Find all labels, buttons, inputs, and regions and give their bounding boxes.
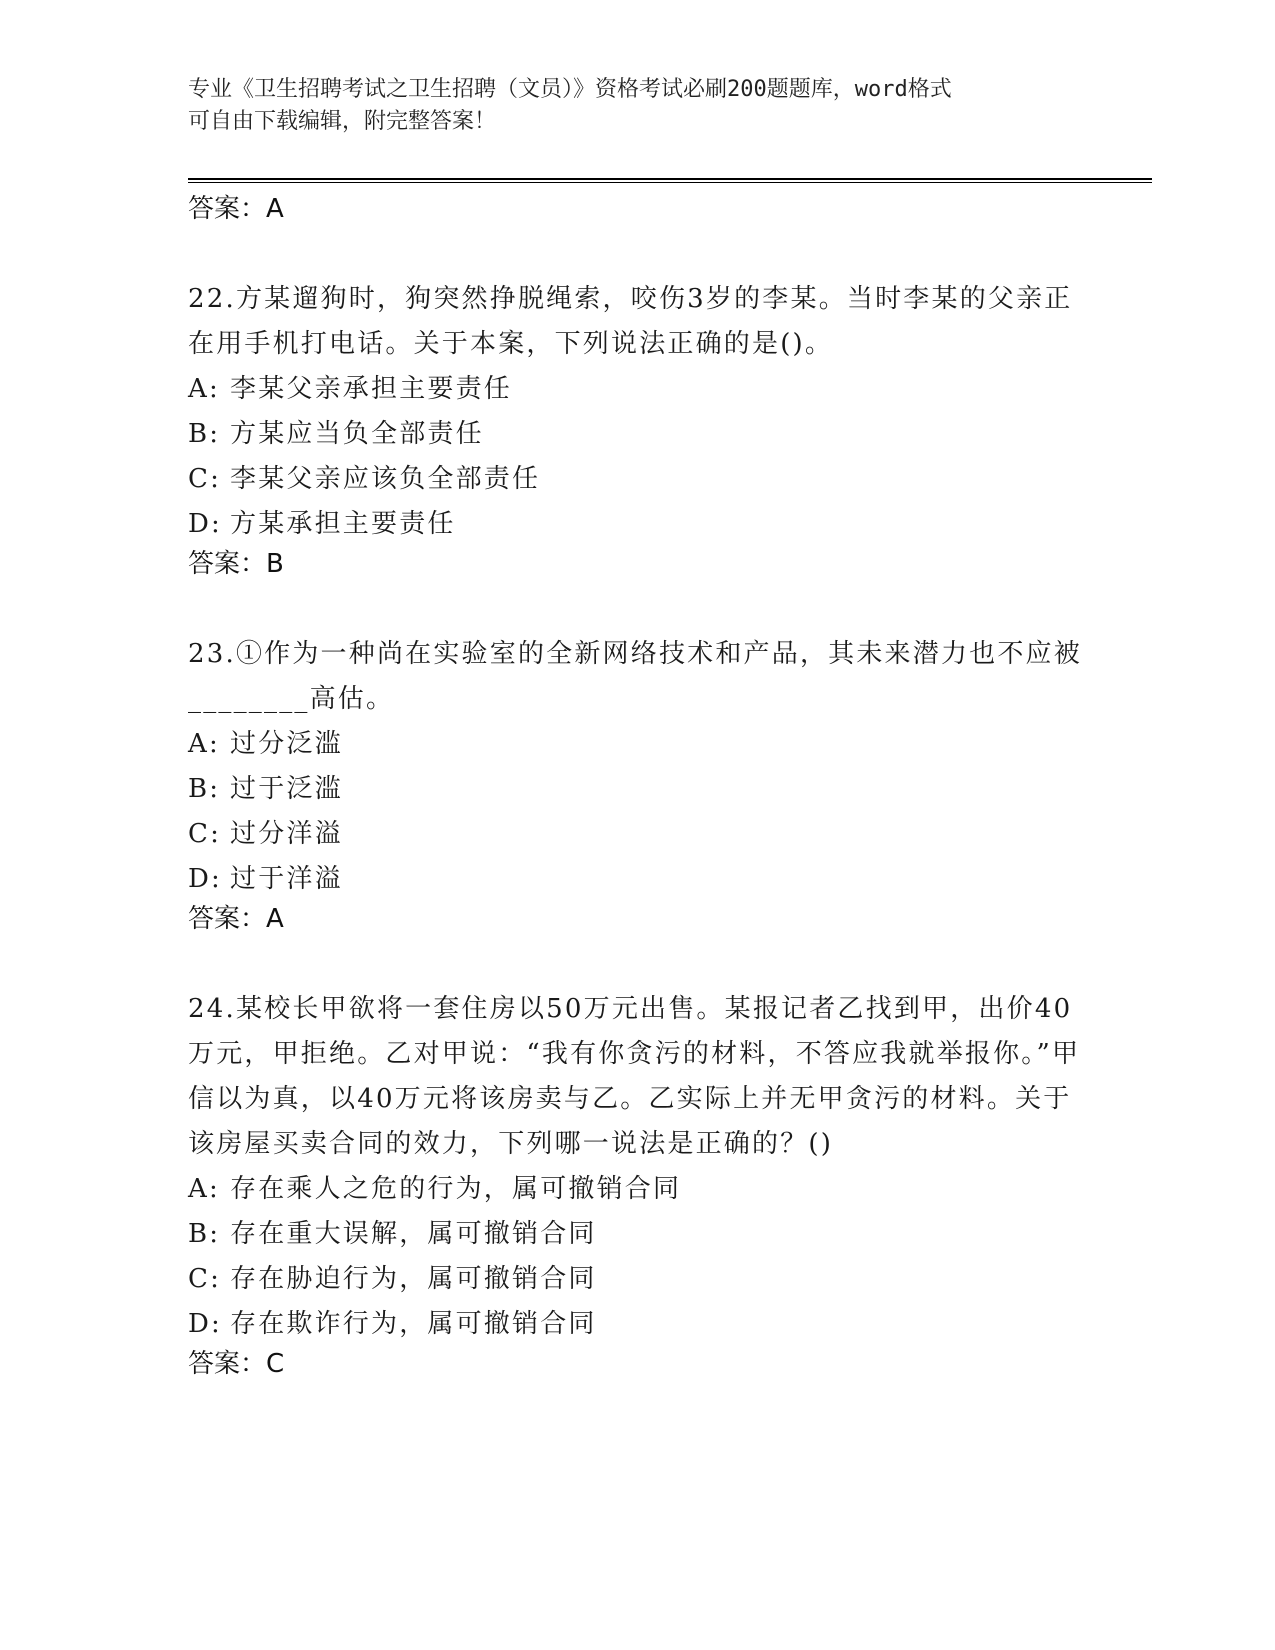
answer-value: A <box>266 194 284 224</box>
answer-label: 答案： <box>188 904 267 934</box>
header-divider <box>188 178 1152 183</box>
question-stem: 23.①作为一种尚在实验室的全新网络技术和产品，其未来潜力也不应被________高估。 <box>188 639 1082 714</box>
option-letter: D: <box>188 509 223 539</box>
option-a <box>188 1167 1088 1212</box>
answer-label: 答案： <box>188 194 267 224</box>
option-b <box>188 767 1088 812</box>
option-text: 过分泛滥 <box>230 729 343 759</box>
header-line-2: 可自由下载编辑，附完整答案！ <box>188 109 497 134</box>
option-letter: A: <box>188 1174 220 1204</box>
option-text: 过分洋溢 <box>230 819 343 849</box>
answer-line <box>188 192 1088 226</box>
option-a <box>188 722 1088 767</box>
question-stem: 24.某校长甲欲将一套住房以50万元出售。某报记者乙找到甲，出价40万元，甲拒绝。乙对甲说：“我有你贪污的材料，不答应我就举报你。”甲信以为真，以40万元将该房卖与乙。乙实际上并无甲贪污的材料。关于该房屋买卖合同的效力，下列哪一说法是正确的？() <box>188 994 1081 1159</box>
option-c <box>188 812 1088 857</box>
option-letter: B: <box>188 774 221 804</box>
answer-value: B <box>266 549 284 579</box>
option-letter: C: <box>188 1264 222 1294</box>
option-d <box>188 857 1088 902</box>
option-letter: B: <box>188 1219 221 1249</box>
option-b <box>188 412 1088 457</box>
question-block <box>188 632 1088 936</box>
answer-line <box>188 547 1088 581</box>
option-text: 李某父亲承担主要责任 <box>230 374 513 404</box>
answer-line <box>188 902 1088 936</box>
answer-value: C <box>266 1349 285 1379</box>
page-header <box>188 74 1068 138</box>
option-letter: A: <box>188 729 220 759</box>
answer-label: 答案： <box>188 549 267 579</box>
option-letter: B: <box>188 419 221 449</box>
option-c <box>188 457 1088 502</box>
option-d <box>188 502 1088 547</box>
question-block <box>188 277 1088 581</box>
option-a <box>188 367 1088 412</box>
answer-value: A <box>266 904 284 934</box>
spacer <box>188 581 1088 632</box>
option-c <box>188 1257 1088 1302</box>
option-text: 存在乘人之危的行为，属可撤销合同 <box>230 1174 682 1204</box>
option-letter: C: <box>188 819 222 849</box>
option-letter: A: <box>188 374 220 404</box>
spacer <box>188 226 1088 277</box>
option-text: 存在胁迫行为，属可撤销合同 <box>230 1264 597 1294</box>
answer-line <box>188 1347 1088 1381</box>
option-d <box>188 1302 1088 1347</box>
option-letter: D: <box>188 1309 223 1339</box>
option-text: 方某承担主要责任 <box>230 509 456 539</box>
option-letter: D: <box>188 864 223 894</box>
option-text: 存在欺诈行为，属可撤销合同 <box>230 1309 597 1339</box>
header-line-1: 专业《卫生招聘考试之卫生招聘（文员）》资格考试必刷200题题库，word格式 <box>188 77 952 102</box>
option-text: 方某应当负全部责任 <box>230 419 484 449</box>
page-content <box>188 192 1088 1381</box>
option-b <box>188 1212 1088 1257</box>
option-text: 存在重大误解，属可撤销合同 <box>230 1219 597 1249</box>
question-stem: 22.方某遛狗时，狗突然挣脱绳索，咬伤3岁的李某。当时李某的父亲正在用手机打电话。关于本案，下列说法正确的是()。 <box>188 284 1073 359</box>
option-letter: C: <box>188 464 222 494</box>
option-text: 过于泛滥 <box>230 774 343 804</box>
answer-label: 答案： <box>188 1349 267 1379</box>
option-text: 过于洋溢 <box>230 864 343 894</box>
option-text: 李某父亲应该负全部责任 <box>230 464 541 494</box>
question-block <box>188 987 1088 1381</box>
spacer <box>188 936 1088 987</box>
